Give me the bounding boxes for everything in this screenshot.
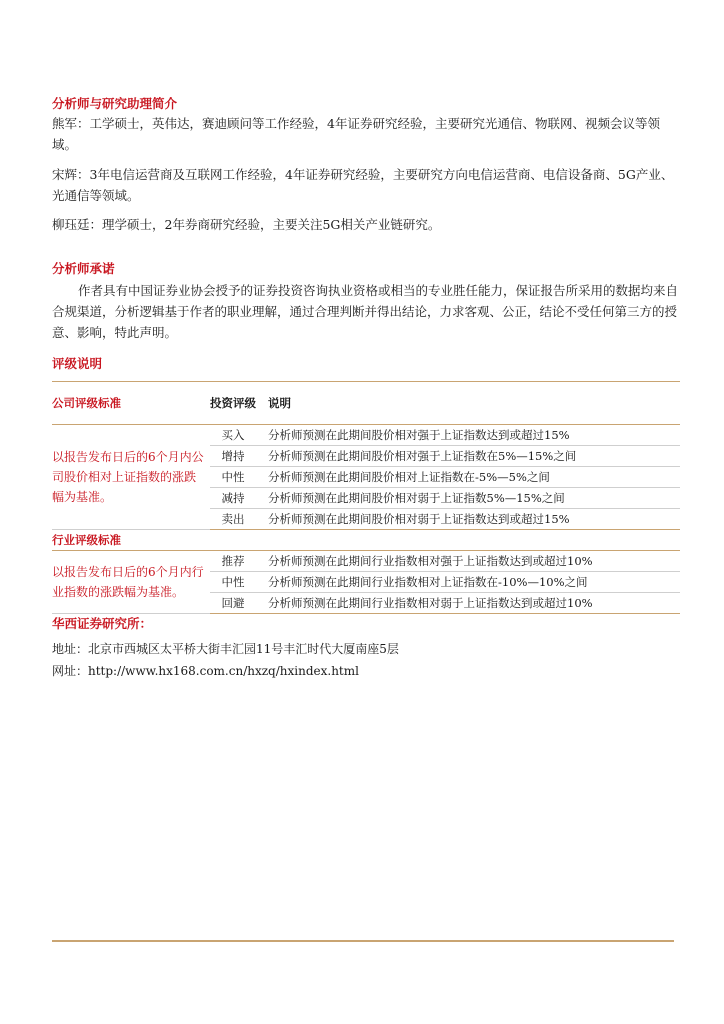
- company-standard-label: 公司评级标准: [52, 382, 210, 425]
- desc-cell: 分析师预测在此期间股价相对弱于上证指数5%—15%之间: [256, 488, 680, 509]
- grade-cell: 中性: [210, 467, 256, 488]
- analyst-bio-3: 柳珏廷：理学硕士，2年券商研究经验，主要关注5G相关产业链研究。: [52, 217, 441, 232]
- desc-cell: 分析师预测在此期间行业指数相对弱于上证指数达到或超过10%: [256, 593, 680, 614]
- rating-table: [52, 381, 680, 614]
- commitment-heading: 分析师承诺: [52, 261, 115, 276]
- institute-address: 地址：北京市西城区太平桥大街丰汇园11号丰汇时代大厦南座5层: [52, 642, 399, 656]
- table-row: [52, 551, 680, 572]
- grade-header: 投资评级: [210, 382, 256, 425]
- desc-header: 说明: [256, 382, 680, 425]
- desc-cell: 分析师预测在此期间股价相对强于上证指数达到或超过15%: [256, 425, 680, 446]
- desc-cell: 分析师预测在此期间行业指数相对上证指数在-10%—10%之间: [256, 572, 680, 593]
- industry-basis: 以报告发布日后的6个月内行业指数的涨跌幅为基准。: [52, 551, 210, 614]
- institute-website[interactable]: 网址：http://www.hx168.com.cn/hxzq/hxindex.html: [52, 664, 359, 678]
- footer-divider: [52, 940, 674, 942]
- grade-cell: 减持: [210, 488, 256, 509]
- grade-cell: 中性: [210, 572, 256, 593]
- institute-heading: 华西证券研究所：: [52, 616, 153, 631]
- analyst-bio-1: 熊军：工学硕士，英伟达，赛迪顾问等工作经验，4年证券研究经验，主要研究光通信、物联网、视频会议等领域。: [52, 116, 660, 152]
- grade-cell: 回避: [210, 593, 256, 614]
- industry-subheader: [52, 530, 680, 551]
- rating-heading: 评级说明: [52, 356, 103, 371]
- desc-cell: 分析师预测在此期间股价相对上证指数在-5%—5%之间: [256, 467, 680, 488]
- grade-cell: 买入: [210, 425, 256, 446]
- desc-cell: 分析师预测在此期间行业指数相对强于上证指数达到或超过10%: [256, 551, 680, 572]
- rating-table-header: [52, 382, 680, 425]
- commitment-text: 作者具有中国证券业协会授予的证券投资咨询执业资格或相当的专业胜任能力，保证报告所采用的数据均来自合规渠道，分析逻辑基于作者的职业理解，通过合理判断并得出结论，力求客观、公正，结论不受任何第三方的授意、影响，特此声明。: [52, 283, 679, 340]
- analyst-intro-heading: 分析师与研究助理简介: [52, 96, 178, 111]
- table-row: [52, 425, 680, 446]
- grade-cell: 增持: [210, 446, 256, 467]
- company-basis: 以报告发布日后的6个月内公司股价相对上证指数的涨跌幅为基准。: [52, 425, 210, 530]
- grade-cell: 推荐: [210, 551, 256, 572]
- desc-cell: 分析师预测在此期间股价相对弱于上证指数达到或超过15%: [256, 509, 680, 530]
- industry-standard-label: 行业评级标准: [52, 530, 680, 551]
- desc-cell: 分析师预测在此期间股价相对强于上证指数在5%—15%之间: [256, 446, 680, 467]
- analyst-bio-2: 宋辉：3年电信运营商及互联网工作经验，4年证券研究经验，主要研究方向电信运营商、电信设备商、5G产业、光通信等领域。: [52, 167, 674, 203]
- grade-cell: 卖出: [210, 509, 256, 530]
